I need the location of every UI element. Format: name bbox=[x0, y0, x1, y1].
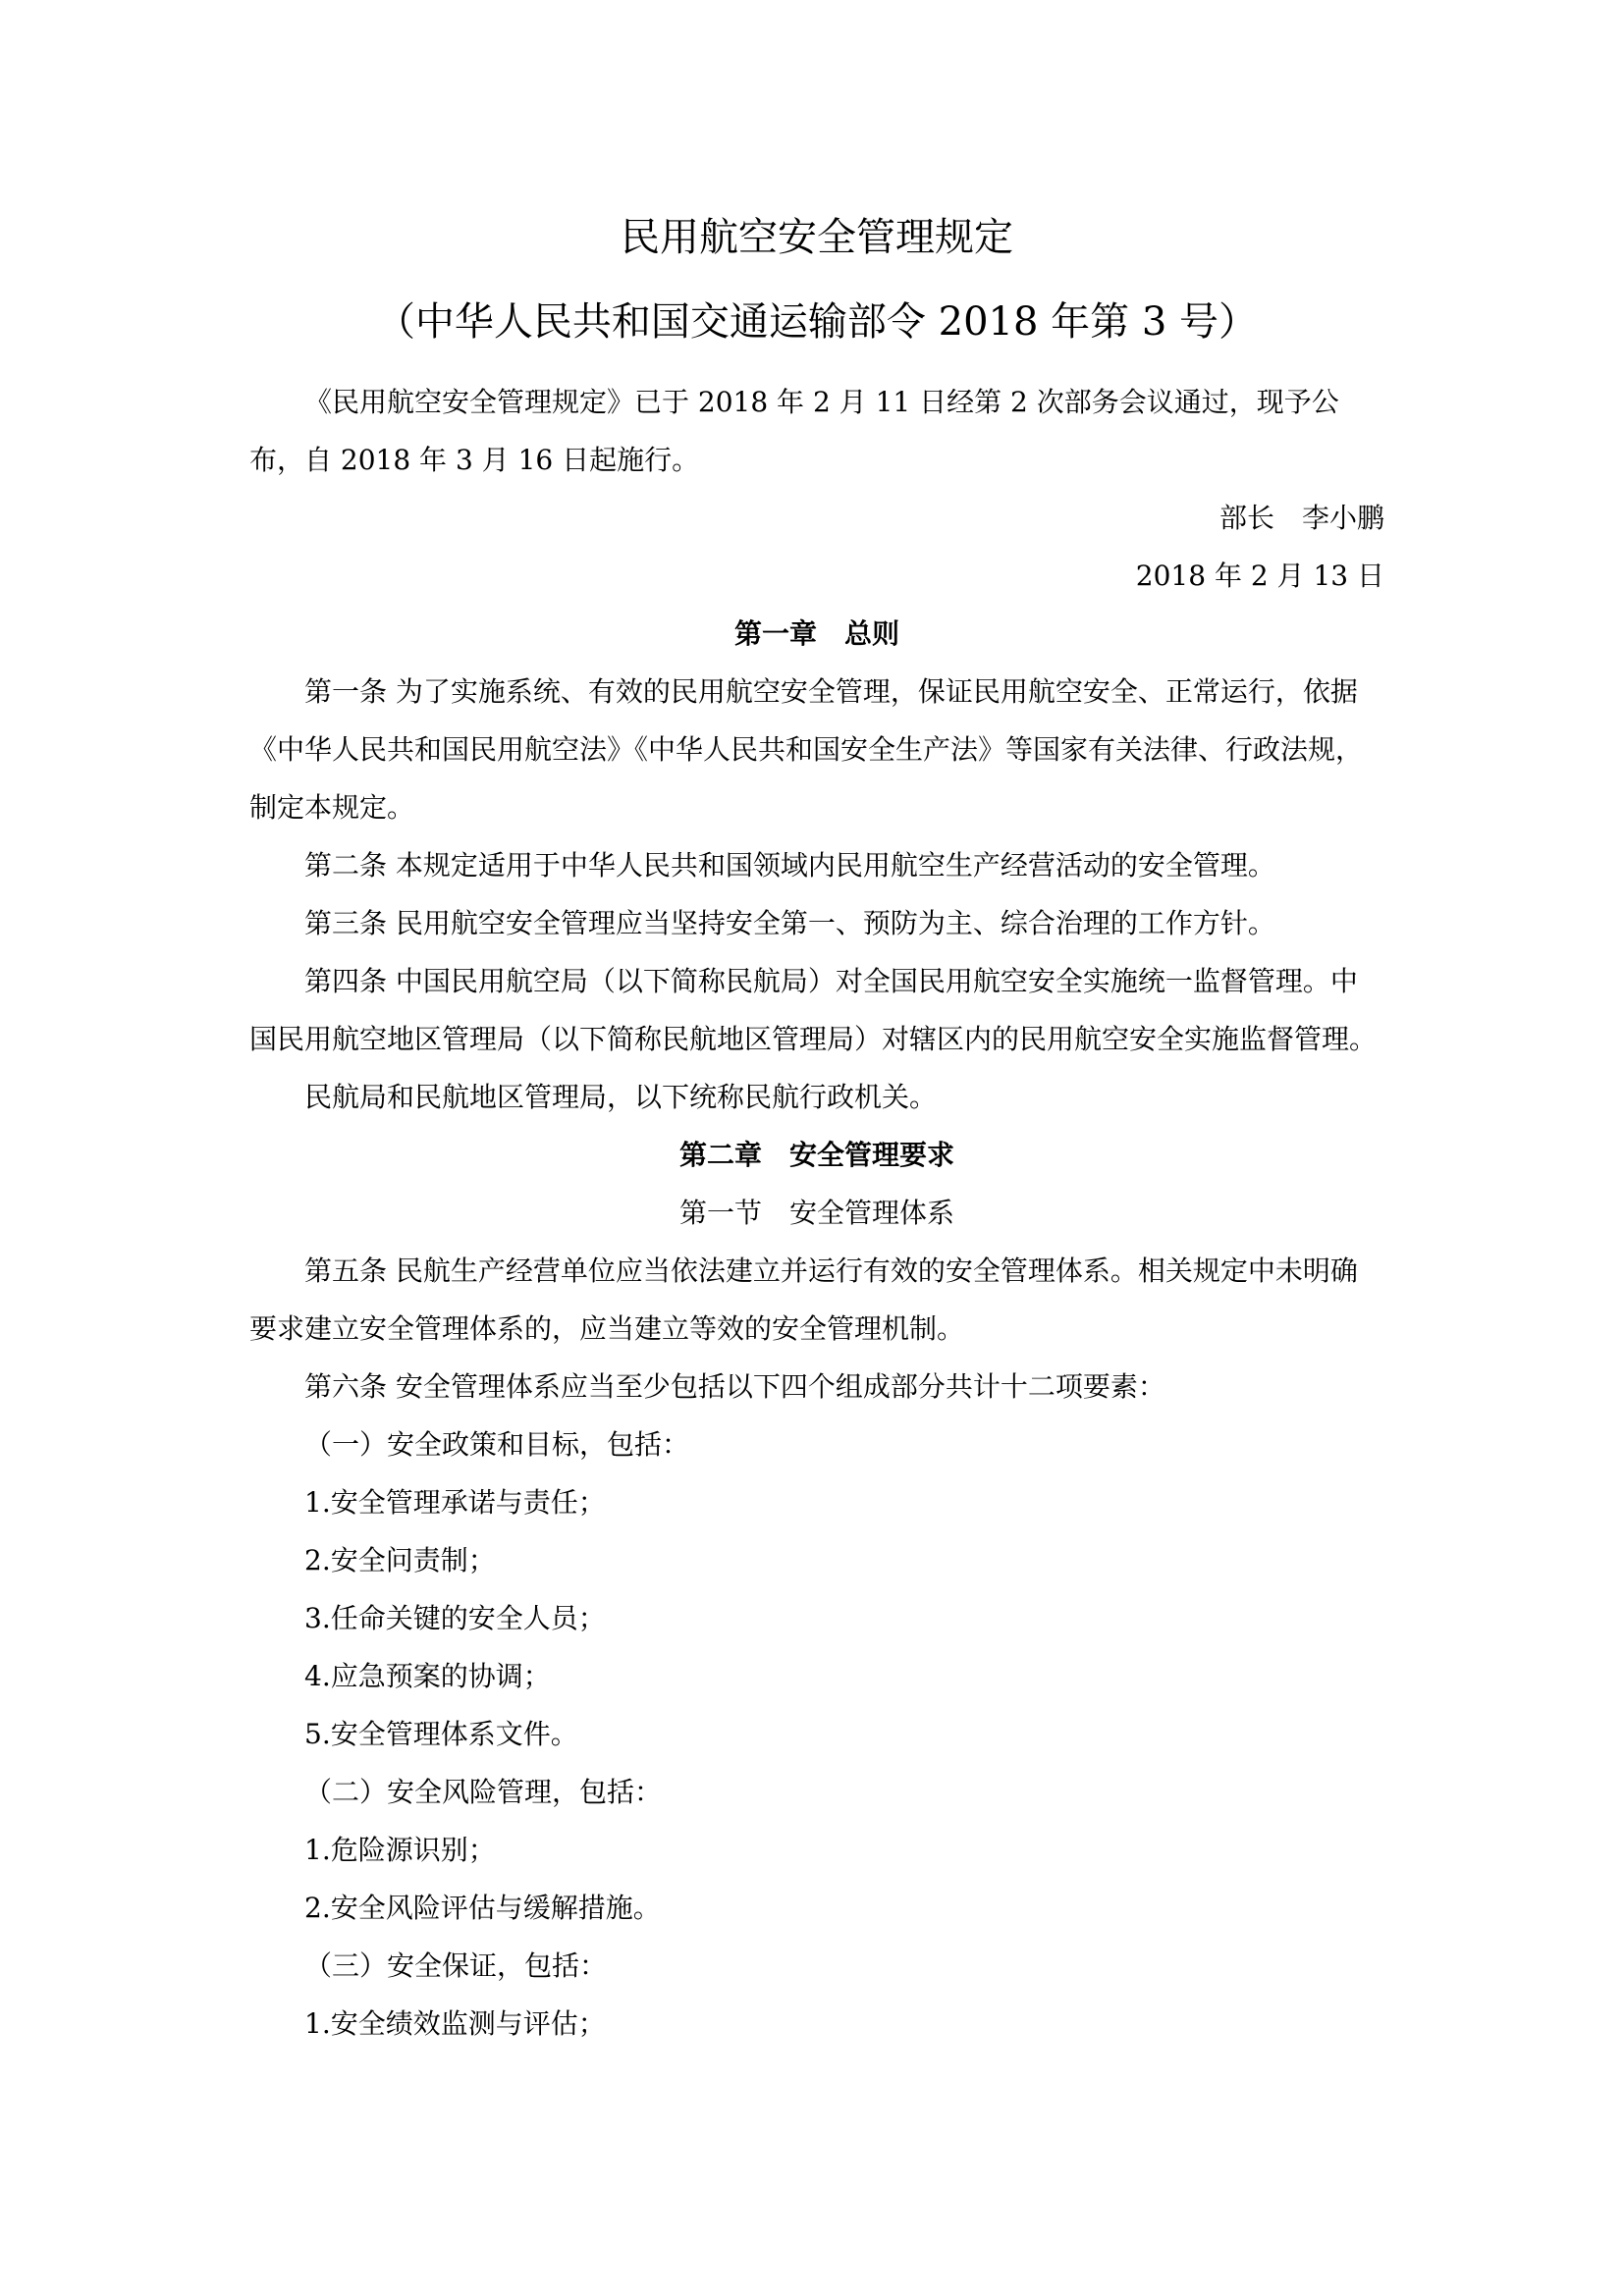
article-5: 第五条 民航生产经营单位应当依法建立并运行有效的安全管理体系。相关规定中未明确要求建立安全管理体系的，应当建立等效的安全管理机制。 bbox=[249, 1255, 1358, 1345]
section-1-number: 第一节 bbox=[678, 1197, 762, 1229]
article-6: 第六条 安全管理体系应当至少包括以下四个组成部分共计十二项要素： bbox=[304, 1370, 1165, 1403]
list-item: 1.安全绩效监测与评估； bbox=[304, 2007, 606, 2040]
list-item: 4.应急预案的协调； bbox=[304, 1660, 551, 1692]
list-item: 1.安全管理承诺与责任； bbox=[304, 1486, 606, 1519]
list-item: （三）安全保证，包括： bbox=[304, 1949, 608, 1982]
chapter-1-title: 总则 bbox=[844, 617, 900, 650]
chapter-2-title: 安全管理要求 bbox=[789, 1139, 955, 1171]
list-item: 2.安全问责制； bbox=[304, 1544, 496, 1576]
article-4-paragraph-2: 民航局和民航地区管理局，以下统称民航行政机关。 bbox=[304, 1081, 938, 1113]
list-item: （二）安全风险管理，包括： bbox=[304, 1776, 663, 1808]
document-title: 民用航空安全管理规定 bbox=[621, 215, 1013, 260]
list-item: 5.安全管理体系文件。 bbox=[304, 1718, 578, 1750]
chapter-1-number: 第一章 bbox=[733, 617, 817, 650]
document-body bbox=[249, 206, 1384, 2053]
chapter-2-heading bbox=[249, 1126, 1384, 1184]
list-item: 3.任命关键的安全人员； bbox=[304, 1602, 606, 1634]
article-2: 第二条 本规定适用于中华人民共和国领域内民用航空生产经营活动的安全管理。 bbox=[304, 849, 1275, 881]
article-1: 第一条 为了实施系统、有效的民用航空安全管理，保证民用航空安全、正常运行，依据《中华人民共和国民用航空法》《中华人民共和国安全生产法》等国家有关法律、行政法规，制定本规定。 bbox=[249, 675, 1364, 824]
document-subtitle: （中华人民共和国交通运输部令 2018 年第 3 号） bbox=[375, 299, 1259, 345]
issue-date: 2018 年 2 月 13 日 bbox=[1135, 560, 1384, 592]
promulgation-paragraph: 《民用航空安全管理规定》已于 2018 年 2 月 11 日经第 2 次部务会议通过，现予公布，自 2018 年 3 月 16 日起施行。 bbox=[249, 386, 1339, 476]
list-item: 2.安全风险评估与缓解措施。 bbox=[304, 1892, 661, 1924]
section-1-heading bbox=[249, 1184, 1384, 1242]
section-1-title: 安全管理体系 bbox=[789, 1197, 955, 1229]
list-item: 1.危险源识别； bbox=[304, 1834, 496, 1866]
signature: 部长 李小鹏 bbox=[1218, 502, 1384, 534]
chapter-1-heading bbox=[249, 605, 1384, 663]
article-4: 第四条 中国民用航空局（以下简称民航局）对全国民用航空安全实施统一监督管理。中国民用航空地区管理局（以下简称民航地区管理局）对辖区内的民用航空安全实施监督管理。 bbox=[249, 965, 1378, 1055]
article-3: 第三条 民用航空安全管理应当坚持安全第一、预防为主、综合治理的工作方针。 bbox=[304, 907, 1275, 939]
chapter-2-number: 第二章 bbox=[678, 1139, 762, 1171]
list-item: （一）安全政策和目标，包括： bbox=[304, 1428, 690, 1461]
